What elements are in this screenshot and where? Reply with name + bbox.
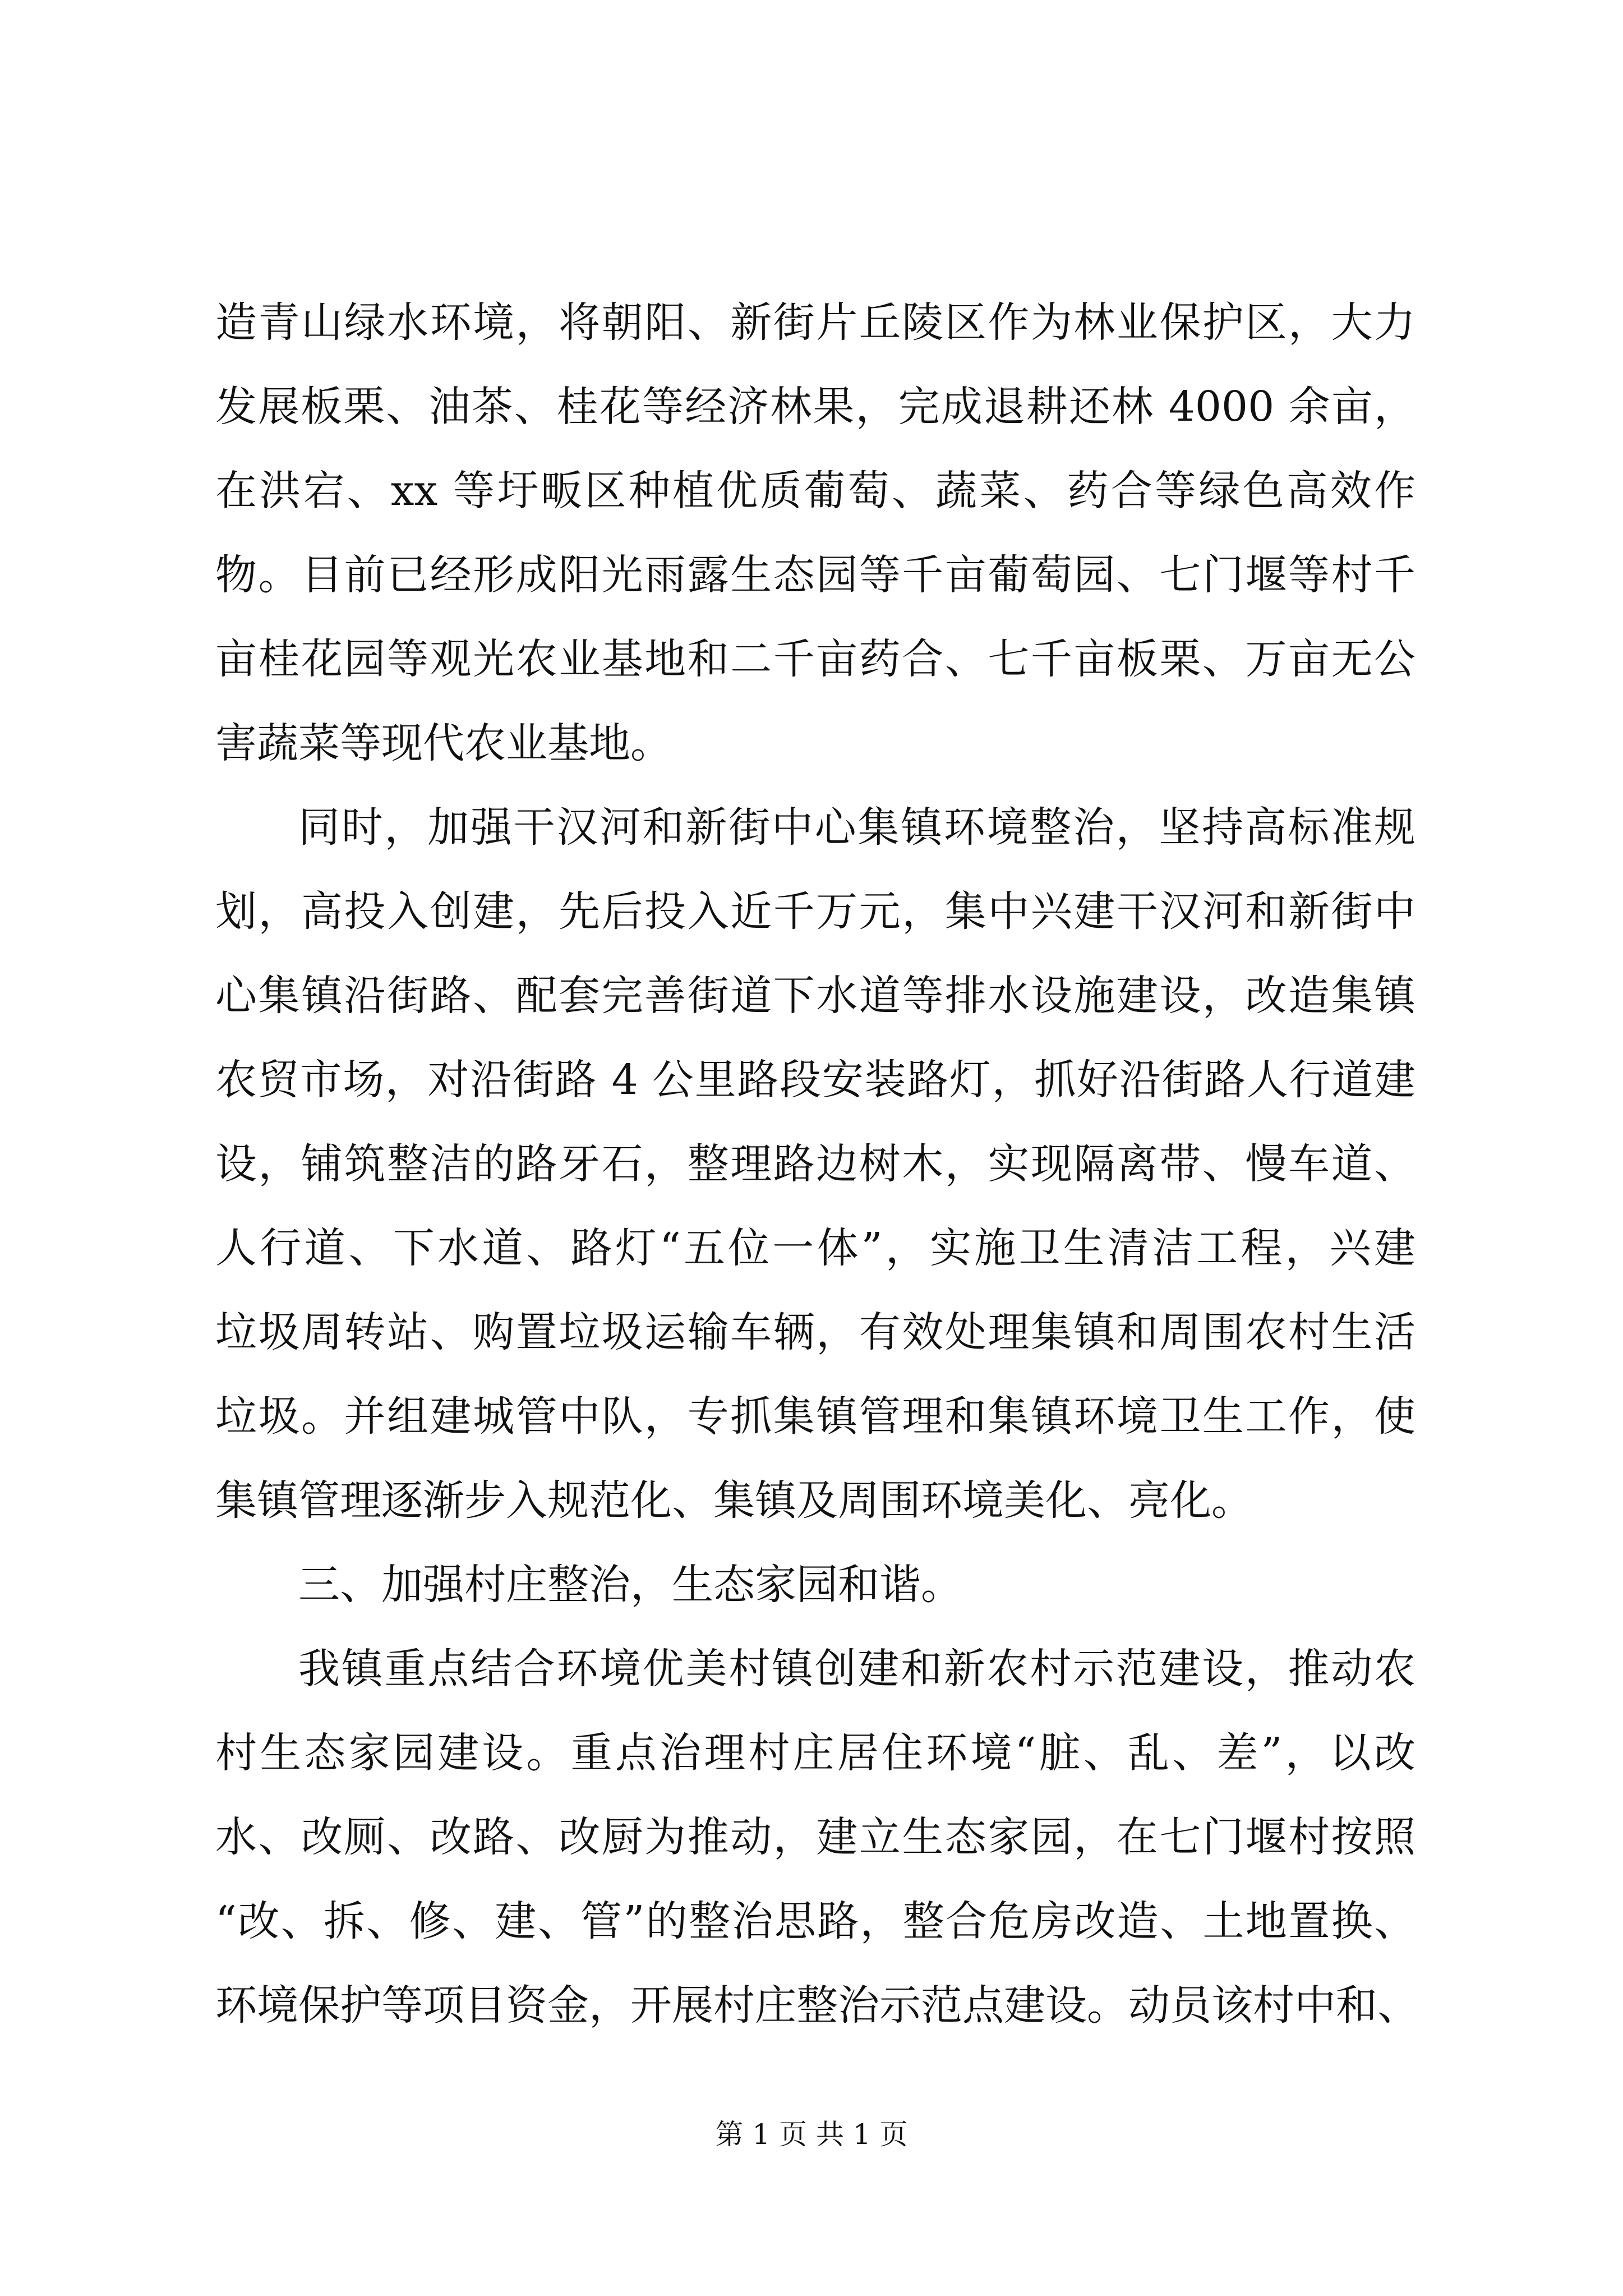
text-line-11: 设，铺筑整洁的路牙石，整理路边树木，实现隔离带、慢车道、: [215, 1140, 1415, 1188]
text-line-5: 亩桂花园等观光农业基地和二千亩药合、七千亩板栗、万亩无公: [215, 635, 1415, 683]
text-line-14: 垃圾。并组建城管中队，专抓集镇管理和集镇环境卫生工作，使: [215, 1392, 1415, 1441]
section-heading: 三、加强村庄整治，生态家园和谐。: [298, 1561, 962, 1609]
text-line-8: 划，高投入创建，先后投入近千万元，集中兴建干汉河和新街中: [215, 887, 1415, 936]
text-line-21: 环境保护等项目资金，开展村庄整治示范点建设。动员该村中和、: [215, 1981, 1419, 2030]
text-line-17: 我镇重点结合环境优美村镇创建和新农村示范建设，推动农: [298, 1645, 1415, 1693]
text-line-20: “改、拆、修、建、管”的整治思路，整合危房改造、土地置换、: [215, 1897, 1415, 1945]
text-line-7: 同时，加强干汉河和新街中心集镇环境整治，坚持高标准规: [298, 803, 1415, 852]
text-line-10: 农贸市场，对沿街路 4 公里路段安装路灯，抓好沿街路人行道建: [215, 1056, 1415, 1104]
text-line-9: 心集镇沿街路、配套完善街道下水道等排水设施建设，改造集镇: [215, 972, 1415, 1020]
text-line-12: 人行道、下水道、路灯“五位一体”，实施卫生清洁工程，兴建: [215, 1224, 1415, 1272]
text-line-18: 村生态家园建设。重点治理村庄居住环境“脏、乱、差”，以改: [215, 1729, 1415, 1777]
text-line-6: 害蔬菜等现代农业基地。: [215, 719, 672, 767]
text-line-4: 物。目前已经形成阳光雨露生态园等千亩葡萄园、七门堰等村千: [215, 551, 1415, 599]
text-line-13: 垃圾周转站、购置垃圾运输车辆，有效处理集镇和周围农村生活: [215, 1308, 1415, 1356]
text-line-3: 在洪宕、xx 等圩畈区种植优质葡萄、蔬菜、药合等绿色高效作: [215, 467, 1415, 515]
text-line-19: 水、改厕、改路、改厨为推动，建立生态家园，在七门堰村按照: [215, 1813, 1415, 1861]
text-line-1: 造青山绿水环境，将朝阳、新街片丘陵区作为林业保护区，大力: [215, 298, 1415, 347]
text-line-15: 集镇管理逐渐步入规范化、集镇及周围环境美化、亮化。: [215, 1476, 1253, 1525]
page-footer: 第 1 页 共 1 页: [715, 2118, 908, 2151]
text-line-2: 发展板栗、油茶、桂花等经济林果，完成退耕还林 4000 余亩，: [215, 383, 1415, 431]
